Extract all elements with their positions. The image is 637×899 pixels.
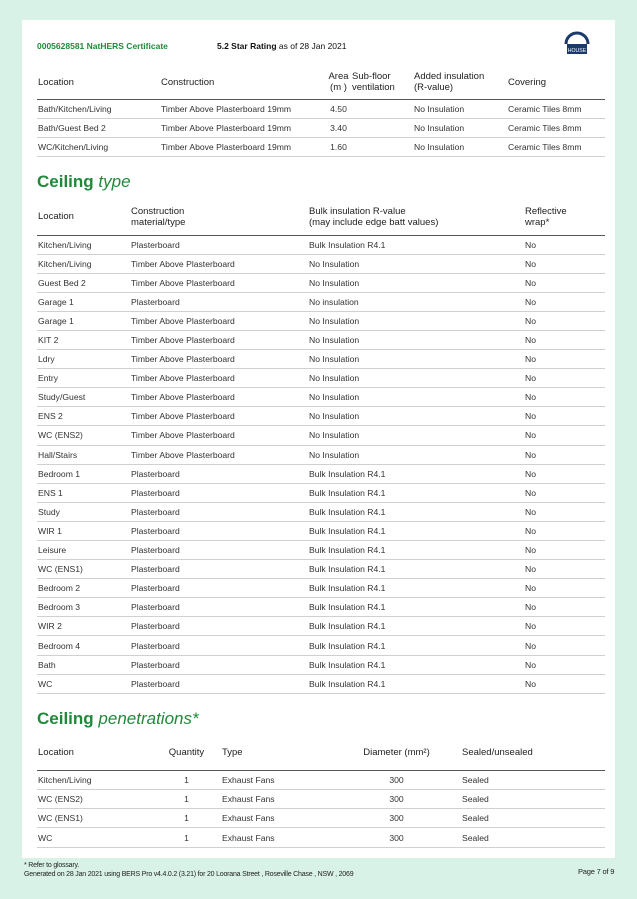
table-row [37, 388, 605, 407]
table-row [37, 483, 605, 502]
cell-construction: Timber Above Plasterboard 19mm [160, 99, 325, 118]
col-covering: Covering [507, 66, 605, 99]
cell-location: Leisure [37, 541, 130, 560]
cell-material: Plasterboard [130, 235, 308, 254]
cell-quantity: 1 [151, 770, 221, 789]
cell-insulation: No Insulation [413, 137, 507, 156]
table-row [37, 118, 605, 137]
cell-bulk: No Insulation [308, 330, 524, 349]
cell-covering: Ceramic Tiles 8mm [507, 137, 605, 156]
cell-type: Exhaust Fans [221, 789, 331, 808]
cell-wrap: No [524, 292, 605, 311]
cell-bulk: Bulk Insulation R4.1 [308, 598, 524, 617]
cell-material: Timber Above Plasterboard [130, 254, 308, 273]
cell-insulation: No Insulation [413, 99, 507, 118]
cell-bulk: Bulk Insulation R4.1 [308, 541, 524, 560]
cell-quantity: 1 [151, 828, 221, 847]
cell-bulk: No Insulation [308, 311, 524, 330]
table-row [37, 541, 605, 560]
logo-text: HOUSE [567, 48, 587, 54]
cell-material: Plasterboard [130, 521, 308, 540]
table-row [37, 330, 605, 349]
table-row [37, 560, 605, 579]
col-construction: Construction [160, 66, 325, 99]
cell-wrap: No [524, 273, 605, 292]
table-row [37, 445, 605, 464]
cell-bulk: Bulk Insulation R4.1 [308, 636, 524, 655]
col-sealed: Sealed/unsealed [461, 736, 605, 770]
cell-wrap: No [524, 521, 605, 540]
cell-location: Guest Bed 2 [37, 273, 130, 292]
table-row [37, 369, 605, 388]
cell-bulk: Bulk Insulation R4.1 [308, 579, 524, 598]
table-row [37, 407, 605, 426]
cell-location: WC (ENS2) [37, 789, 151, 808]
table-row [37, 674, 605, 693]
table-row [37, 235, 605, 254]
cell-location: Bath [37, 655, 130, 674]
cell-wrap: No [524, 330, 605, 349]
cell-location: Bedroom 3 [37, 598, 130, 617]
star-rating-value: 5.2 Star Rating [217, 41, 277, 51]
cell-wrap: No [524, 350, 605, 369]
cell-type: Exhaust Fans [221, 828, 331, 847]
cell-location: Kitchen/Living [37, 235, 130, 254]
cell-location: Ldry [37, 350, 130, 369]
col-area: Area (m ) [325, 66, 351, 99]
table-row [37, 598, 605, 617]
table-row [37, 770, 605, 789]
cell-material: Plasterboard [130, 292, 308, 311]
cell-type: Exhaust Fans [221, 809, 331, 828]
cell-location: WIR 1 [37, 521, 130, 540]
cell-bulk: No Insulation [308, 426, 524, 445]
cell-diameter: 300 [331, 809, 461, 828]
cell-wrap: No [524, 541, 605, 560]
cell-construction: Timber Above Plasterboard 19mm [160, 118, 325, 137]
glossary-note: * Refer to glossary. [24, 862, 80, 869]
table-row [37, 789, 605, 808]
cell-area: 3.40 [325, 118, 351, 137]
col-diameter: Diameter (mm²) [331, 736, 461, 770]
cell-location: Bedroom 4 [37, 636, 130, 655]
table-row [37, 655, 605, 674]
col-reflective-wrap: Reflective wrap* [524, 199, 605, 235]
table-row [37, 636, 605, 655]
cell-subfloor [351, 118, 413, 137]
cell-wrap: No [524, 579, 605, 598]
cell-location: Garage 1 [37, 311, 130, 330]
cell-diameter: 300 [331, 789, 461, 808]
table-row [37, 464, 605, 483]
cell-bulk: Bulk Insulation R4.1 [308, 502, 524, 521]
col-quantity: Quantity [151, 736, 221, 770]
cell-wrap: No [524, 502, 605, 521]
table-row [37, 828, 605, 847]
cell-diameter: 300 [331, 828, 461, 847]
cell-location: Study/Guest [37, 388, 130, 407]
cell-sealed: Sealed [461, 828, 605, 847]
cell-diameter: 300 [331, 770, 461, 789]
cell-location: Garage 1 [37, 292, 130, 311]
cell-bulk: Bulk Insulation R4.1 [308, 483, 524, 502]
cell-material: Plasterboard [130, 579, 308, 598]
cell-location: WC [37, 828, 151, 847]
cell-wrap: No [524, 636, 605, 655]
cell-wrap: No [524, 388, 605, 407]
cell-wrap: No [524, 369, 605, 388]
table-row [37, 273, 605, 292]
certificate-number: 0005628581 NatHERS Certificate [37, 41, 168, 51]
table-row [37, 617, 605, 636]
cell-material: Plasterboard [130, 598, 308, 617]
cell-location: WC (ENS2) [37, 426, 130, 445]
table-row [37, 502, 605, 521]
cell-bulk: No Insulation [308, 273, 524, 292]
cell-wrap: No [524, 483, 605, 502]
house-logo-icon [563, 29, 591, 57]
star-rating [217, 41, 346, 51]
cell-bulk: Bulk Insulation R4.1 [308, 521, 524, 540]
col-location: Location [37, 199, 130, 235]
cell-material: Plasterboard [130, 541, 308, 560]
cell-location: WC (ENS1) [37, 809, 151, 828]
cell-location: Bedroom 2 [37, 579, 130, 598]
certificate-page [22, 20, 615, 858]
cell-quantity: 1 [151, 809, 221, 828]
cell-location: Bedroom 1 [37, 464, 130, 483]
cell-material: Plasterboard [130, 502, 308, 521]
cell-material: Timber Above Plasterboard [130, 350, 308, 369]
cell-location: Hall/Stairs [37, 445, 130, 464]
cell-location: Bath/Guest Bed 2 [37, 118, 160, 137]
cell-material: Plasterboard [130, 617, 308, 636]
nathers-house-logo [563, 29, 591, 57]
cell-wrap: No [524, 655, 605, 674]
cell-construction: Timber Above Plasterboard 19mm [160, 137, 325, 156]
cell-subfloor [351, 99, 413, 118]
cell-bulk: Bulk Insulation R4.1 [308, 674, 524, 693]
cell-subfloor [351, 137, 413, 156]
cell-material: Plasterboard [130, 674, 308, 693]
table-row [37, 579, 605, 598]
cell-material: Timber Above Plasterboard [130, 426, 308, 445]
generated-note: Generated on 28 Jan 2021 using BERS Pro v4.4.0.2 (3.21) for 20 Loorana Street , Roseville Chase , NSW , 2069 [24, 871, 354, 878]
cell-sealed: Sealed [461, 789, 605, 808]
table-row [37, 311, 605, 330]
cell-wrap: No [524, 445, 605, 464]
cell-material: Timber Above Plasterboard [130, 273, 308, 292]
cell-quantity: 1 [151, 789, 221, 808]
cell-material: Timber Above Plasterboard [130, 388, 308, 407]
cell-bulk: Bulk Insulation R4.1 [308, 560, 524, 579]
ceiling-type-heading: Ceiling type [37, 172, 131, 191]
table-row [37, 254, 605, 273]
cell-bulk: No Insulation [308, 369, 524, 388]
col-location: Location [37, 66, 160, 99]
col-bulk-insulation: Bulk insulation R-value (may include edge batt values) [308, 199, 524, 235]
cell-wrap: No [524, 235, 605, 254]
cell-location: Entry [37, 369, 130, 388]
cell-location: WC/Kitchen/Living [37, 137, 160, 156]
cell-location: KIT 2 [37, 330, 130, 349]
cell-location: Kitchen/Living [37, 770, 151, 789]
cell-wrap: No [524, 426, 605, 445]
cell-type: Exhaust Fans [221, 770, 331, 789]
table-row [37, 292, 605, 311]
table-row [37, 809, 605, 828]
cell-wrap: No [524, 617, 605, 636]
cell-material: Timber Above Plasterboard [130, 445, 308, 464]
cell-wrap: No [524, 674, 605, 693]
cell-material: Plasterboard [130, 636, 308, 655]
cell-covering: Ceramic Tiles 8mm [507, 99, 605, 118]
cell-bulk: No insulation [308, 292, 524, 311]
cell-wrap: No [524, 560, 605, 579]
col-type: Type [221, 736, 331, 770]
cell-bulk: Bulk Insulation R4.1 [308, 655, 524, 674]
cell-bulk: No Insulation [308, 254, 524, 273]
star-rating-date: as of 28 Jan 2021 [276, 41, 347, 51]
table-row [37, 99, 605, 118]
cell-location: ENS 1 [37, 483, 130, 502]
cell-sealed: Sealed [461, 770, 605, 789]
cell-bulk: No Insulation [308, 445, 524, 464]
col-subfloor: Sub-floor ventilation [351, 66, 413, 99]
cell-material: Plasterboard [130, 560, 308, 579]
col-insulation: Added insulation (R-value) [413, 66, 507, 99]
cell-material: Plasterboard [130, 483, 308, 502]
cell-insulation: No Insulation [413, 118, 507, 137]
table-row [37, 137, 605, 156]
cell-bulk: No Insulation [308, 350, 524, 369]
page-number: Page 7 of 9 [578, 867, 615, 876]
cell-wrap: No [524, 598, 605, 617]
cell-bulk: Bulk Insulation R4.1 [308, 617, 524, 636]
cell-wrap: No [524, 407, 605, 426]
cell-location: WIR 2 [37, 617, 130, 636]
ceiling-type-table [37, 199, 605, 694]
cell-location: Kitchen/Living [37, 254, 130, 273]
ceiling-penetrations-heading: Ceiling penetrations* [37, 709, 199, 728]
table-row [37, 426, 605, 445]
cell-location: WC (ENS1) [37, 560, 130, 579]
cell-bulk: No Insulation [308, 388, 524, 407]
cell-covering: Ceramic Tiles 8mm [507, 118, 605, 137]
col-material: Construction material/type [130, 199, 308, 235]
cell-bulk: Bulk Insulation R4.1 [308, 235, 524, 254]
cell-location: ENS 2 [37, 407, 130, 426]
cell-area: 4.50 [325, 99, 351, 118]
cell-wrap: No [524, 464, 605, 483]
cell-sealed: Sealed [461, 809, 605, 828]
cell-bulk: Bulk Insulation R4.1 [308, 464, 524, 483]
cell-material: Timber Above Plasterboard [130, 330, 308, 349]
col-location: Location [37, 736, 151, 770]
cell-wrap: No [524, 254, 605, 273]
cell-location: Bath/Kitchen/Living [37, 99, 160, 118]
cell-bulk: No Insulation [308, 407, 524, 426]
table-row [37, 521, 605, 540]
cell-area: 1.60 [325, 137, 351, 156]
cell-material: Timber Above Plasterboard [130, 407, 308, 426]
ceiling-penetrations-table [37, 736, 605, 848]
floor-table [37, 66, 605, 157]
cell-material: Timber Above Plasterboard [130, 369, 308, 388]
cell-wrap: No [524, 311, 605, 330]
cell-location: Study [37, 502, 130, 521]
cell-location: WC [37, 674, 130, 693]
cell-material: Plasterboard [130, 464, 308, 483]
cell-material: Timber Above Plasterboard [130, 311, 308, 330]
table-row [37, 350, 605, 369]
cell-material: Plasterboard [130, 655, 308, 674]
